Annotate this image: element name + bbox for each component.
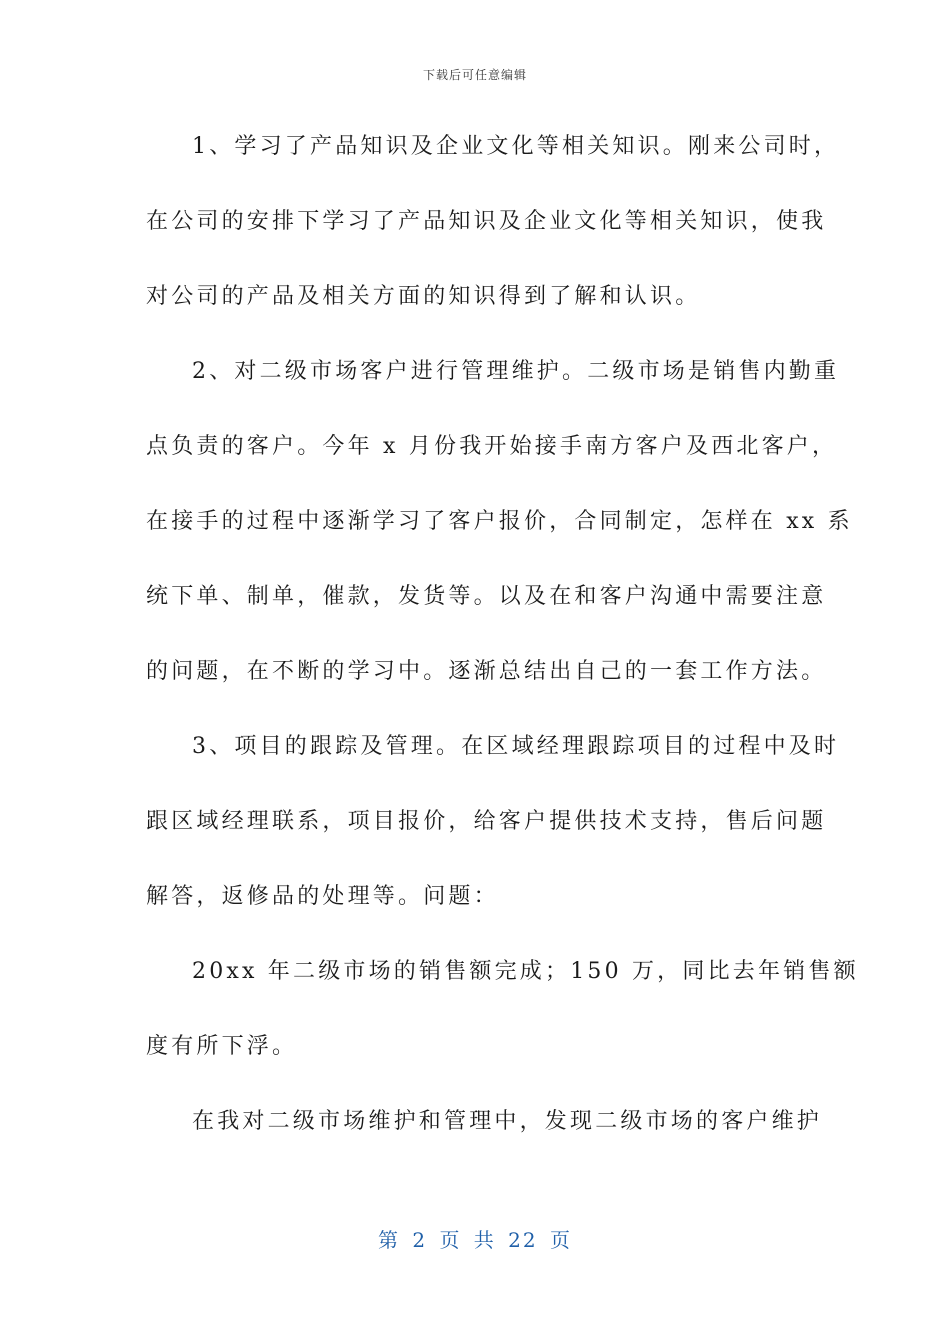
paragraph-2-line-2: 点负责的客户。今年 x 月份我开始接手南方客户及西北客户， [146, 434, 838, 459]
paragraph-1-line-1: 1、学习了产品知识及企业文化等相关知识。刚来公司时， [192, 134, 840, 159]
header-note: 下载后可任意编辑 [422, 68, 527, 82]
document-body [146, 124, 859, 1174]
paragraph-1-line-3: 对公司的产品及相关方面的知识得到了解和认识。 [146, 284, 701, 309]
paragraph-3-line-2: 跟区域经理联系，项目报价，给客户提供技术支持，售后问题 [146, 809, 827, 834]
page-number: 第 2 页 共 22 页 [378, 1228, 572, 1252]
paragraph-1-line-2: 在公司的安排下学习了产品知识及企业文化等相关知识，使我 [146, 209, 827, 234]
paragraph-5-line-1: 在我对二级市场维护和管理中，发现二级市场的客户维护 [192, 1109, 823, 1134]
paragraph-2-line-1: 2、对二级市场客户进行管理维护。二级市场是销售内勤重 [192, 359, 840, 384]
paragraph-2-line-5: 的问题，在不断的学习中。逐渐总结出自己的一套工作方法。 [146, 659, 827, 684]
paragraph-3-line-1: 3、项目的跟踪及管理。在区域经理跟踪项目的过程中及时 [192, 734, 840, 759]
paragraph-3-line-3: 解答，返修品的处理等。问题： [146, 884, 499, 909]
paragraph-2-line-3: 在接手的过程中逐渐学习了客户报价，合同制定，怎样在 xx 系 [146, 509, 853, 534]
paragraph-4-line-2: 度有所下浮。 [146, 1034, 298, 1059]
paragraph-2-line-4: 统下单、制单，催款，发货等。以及在和客户沟通中需要注意 [146, 584, 827, 609]
paragraph-4-line-1: 20xx 年二级市场的销售额完成；150 万，同比去年销售额 [192, 959, 859, 984]
